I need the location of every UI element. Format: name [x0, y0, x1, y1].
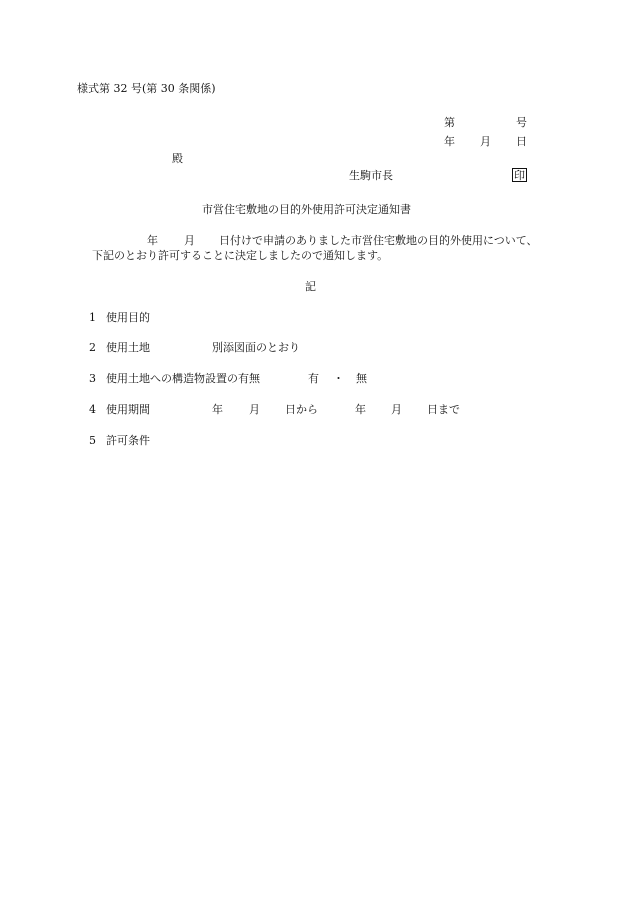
period-from-day: 日から [285, 403, 318, 416]
item-number: 3 [89, 372, 96, 385]
document-title: 市営住宅敷地の目的外使用許可決定通知書 [202, 203, 411, 216]
period-to-year: 年 [355, 403, 366, 416]
date-day: 日 [516, 135, 527, 148]
form-label: 様式第 32 号(第 30 条関係) [77, 82, 216, 95]
option-yes: 有 [308, 372, 319, 385]
option-separator: ・ [333, 372, 344, 385]
seal-stamp [512, 168, 527, 182]
date-month: 月 [480, 135, 491, 148]
addressee-suffix: 殿 [172, 152, 183, 165]
ki-heading: 記 [305, 280, 316, 293]
body-year: 年 [147, 234, 158, 247]
item-label: 使用期間 [106, 403, 150, 416]
body-text-line1: 日付けで申請のありました市営住宅敷地の目的外使用について、 [219, 234, 538, 247]
item-label: 使用土地への構造物設置の有無 [106, 372, 260, 385]
item-number: 2 [89, 341, 96, 354]
doc-number-suffix: 号 [516, 116, 527, 129]
item-number: 4 [89, 403, 96, 416]
period-from-year: 年 [212, 403, 223, 416]
period-to-day: 日まで [427, 403, 460, 416]
doc-number-prefix: 第 [444, 116, 455, 129]
item-number: 5 [89, 434, 96, 447]
body-text-line2: 下記のとおり許可することに決定しましたので通知します。 [92, 249, 389, 262]
body-month: 月 [184, 234, 195, 247]
item-label: 使用土地 [106, 341, 150, 354]
item-value: 別添図面のとおり [212, 341, 300, 354]
item-number: 1 [89, 311, 96, 324]
issuer-title: 生駒市長 [349, 169, 393, 182]
option-no: 無 [356, 372, 367, 385]
item-label: 使用目的 [106, 311, 150, 324]
date-year: 年 [444, 135, 455, 148]
item-label: 許可条件 [106, 434, 150, 447]
seal-mark: 印 [514, 169, 525, 182]
period-from-month: 月 [249, 403, 260, 416]
period-to-month: 月 [391, 403, 402, 416]
